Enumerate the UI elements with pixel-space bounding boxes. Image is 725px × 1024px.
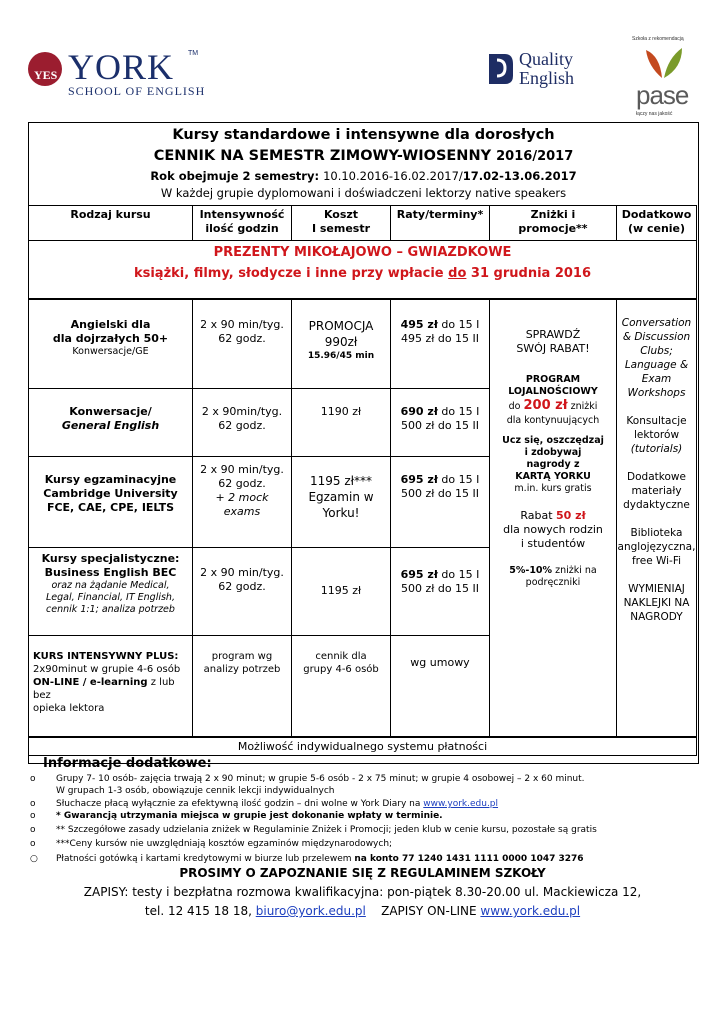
loyalty-3-post: zniżki [567, 401, 598, 412]
bullet-icon: o [30, 811, 36, 821]
row3-cost-3: Yorku! [322, 506, 360, 520]
row2-intensity [192, 388, 292, 457]
row4-cost-1: 1195 zł [320, 584, 362, 597]
info-item-1: Grupy 7- 10 osób- zajęcia trwają 2 x 90 minut; w grupie 5-6 osób - 2 x 75 minut; w grupie 4 osobowej – 2 x 60 minut. [56, 774, 585, 784]
col-header-course-text: Rodzaj kursu [70, 208, 151, 221]
row3-cost-2: Egzamin w [308, 490, 374, 504]
row1-rate-1-date: do 15 I [437, 318, 480, 331]
english-word: English [519, 68, 575, 88]
loyalty-3-pre: do [508, 401, 524, 412]
row4-rate-1 [391, 568, 489, 582]
col-header-extras [616, 205, 697, 241]
extras-5: Exam [641, 373, 672, 385]
row5-name-4: opieka lektora [33, 703, 105, 714]
row4-intensity [192, 547, 292, 636]
semesters-label: Rok obejmuje 2 semestry: [150, 169, 324, 183]
table-row [28, 635, 193, 737]
row2-rate-1 [391, 405, 489, 419]
row3-rate-1 [391, 473, 489, 487]
row3-name-2: Cambridge University [43, 487, 178, 500]
row5-name-3-bold: ON-LINE / e-learning [33, 677, 148, 688]
promo-banner [28, 240, 697, 299]
table-row [28, 388, 193, 457]
row3-intensity-2: 62 godz. [218, 477, 266, 490]
row2-intensity-2: 62 godz. [218, 419, 266, 432]
row2-intensity-1: 2 x 90min/tyg. [201, 405, 283, 418]
card-2: i zdobywaj [524, 447, 582, 458]
info-item-7 [56, 854, 686, 865]
additional-info [28, 756, 697, 922]
discount-check-2: SWÓJ RABAT! [516, 342, 590, 355]
row1-rates [390, 299, 490, 389]
extras-3: Clubs; [640, 345, 673, 357]
row3-name-3: FCE, CAE, CPE, IELTS [46, 501, 175, 514]
row5-name-2: 2x90minut w grupie 4-6 osób [33, 664, 181, 675]
extras-14: anglojęzyczna, [617, 541, 696, 553]
york-site-link-footer[interactable]: www.york.edu.pl [480, 904, 581, 918]
loyalty-4: dla kontynuujących [506, 415, 600, 426]
extras-16: WYMIENIAJ [628, 583, 685, 595]
rabat-1-pre: Rabat [520, 509, 557, 522]
col-header-cost [291, 205, 391, 241]
col-header-intensity-b: ilość godzin [205, 222, 279, 235]
row5-name-3 [33, 676, 192, 702]
row4-name-3: oraz na żądanie Medical, [51, 580, 170, 591]
bank-account: na konto 77 1240 1431 1111 0000 1047 3276 [354, 854, 584, 864]
extras-18: NAGRODY [630, 611, 683, 623]
table-row [28, 299, 193, 389]
quality-english-mark-icon [487, 52, 515, 86]
semesters-line [29, 169, 698, 183]
row2-rates [390, 388, 490, 457]
semester-two: 17.02-13.06.2017 [462, 169, 577, 183]
row2-rate-1-amount: 690 zł [400, 405, 438, 418]
row5-name-3-rest: z lub bez [33, 677, 175, 701]
col-header-intensity-a: Intensywność [199, 208, 285, 221]
bullet-icon: o [30, 774, 36, 784]
row5-intensity-1: program wg [211, 651, 273, 662]
payment-note: Możliwość indywidualnego systemu płatności [28, 737, 697, 756]
extras-1: Conversation [621, 317, 692, 329]
row1-cost-2: 990zł [324, 335, 358, 349]
row4-name-4: Legal, Financial, IT English, [46, 592, 175, 603]
page-title: Kursy standardowe i intensywne dla dorosłych [172, 127, 555, 143]
row4-rate-1-amount: 695 zł [400, 568, 438, 581]
row4-intensity-1: 2 x 90 min/tyg. [200, 566, 284, 579]
col-header-cost-b: I semestr [311, 222, 371, 235]
loyalty-1: PROGRAM [525, 374, 581, 385]
row4-name-1: Kursy specjalistyczne: [41, 552, 180, 565]
pase-tagline: łączy nas jakość [636, 111, 673, 117]
rabat-1-amount: 50 zł [556, 509, 586, 522]
row1-intensity-1: 2 x 90 min/tyg. [200, 318, 284, 331]
books-1-rest: zniżki na [552, 565, 597, 576]
row3-intensity [192, 456, 292, 548]
bullet-icon: o [30, 839, 36, 849]
row4-rates [390, 547, 490, 636]
york-badge-text: YES [34, 68, 58, 82]
teachers-line: W każdej grupie dyplomowani i doświadczeni lektorzy native speakers [160, 186, 567, 200]
row1-name-1: Angielski dla [70, 318, 151, 331]
info-item-7-text: Płatności gotówką i kartami kredytowymi w biurze lub przelewem [56, 854, 355, 864]
pase-top-text: Szkoła z rekomendacją [632, 36, 684, 42]
row5-intensity [192, 635, 292, 737]
discount-check-1: SPRAWDŹ [525, 328, 581, 341]
info-item-3 [56, 799, 686, 810]
row5-name-1: KURS INTENSYWNY PLUS: [33, 651, 179, 662]
row3-intensity-1: 2 x 90 min/tyg. [200, 463, 284, 476]
col-header-extras-b: (w cenie) [627, 222, 686, 235]
york-trademark: TM [188, 50, 199, 57]
pase-wordmark: pase [636, 80, 689, 110]
row1-cost [291, 299, 391, 389]
info-item-6: ***Ceny kursów nie uwzględniają kosztów egzaminów międzynarodowych; [56, 839, 393, 849]
row1-cost-1: PROMOCJA [308, 319, 374, 333]
col-header-intensity [192, 205, 292, 241]
row3-rate-1-amount: 695 zł [400, 473, 438, 486]
extras-15: free Wi-Fi [631, 555, 682, 567]
row5-intensity-2: analizy potrzeb [203, 664, 281, 675]
col-header-course [28, 205, 193, 241]
row1-cost-3: 15.96/45 min [307, 351, 375, 361]
quality-word: Quality [519, 49, 573, 69]
table-row [28, 547, 193, 636]
col-header-discounts [489, 205, 617, 241]
col-header-cost-a: Koszt [323, 208, 359, 221]
row5-cost [291, 635, 391, 737]
enrollment-info: ZAPISY: testy i bezpłatna rozmowa kwalifikacyjna: pon-piątek 8.30-20.00 ul. Mackiewicza 12, [83, 885, 642, 899]
subtitle-text: CENNIK NA SEMESTR ZIMOWY-WIOSENNY [153, 148, 497, 164]
row2-rate-2: 500 zł do 15 II [400, 419, 480, 432]
logos-bar [0, 0, 725, 122]
york-subtitle: SCHOOL OF ENGLISH [68, 84, 206, 98]
promo-line-2 [29, 266, 696, 281]
col-header-rates [390, 205, 490, 241]
books-1-percent: 5%-10% [509, 565, 553, 576]
extras-6: Workshops [627, 387, 686, 399]
card-4: KARTĄ YORKU [515, 471, 591, 482]
row1-rate-2: 495 zł do 15 II [400, 332, 480, 345]
extras-11: materiały [631, 485, 682, 497]
row1-intensity [192, 299, 292, 389]
extras-2: & Discussion [622, 331, 691, 343]
col-header-extras-a: Dodatkowo [621, 208, 692, 221]
row5-rate-1: wg umowy [410, 656, 470, 669]
semester-one: 10.10.2016-16.02.2017/ [323, 169, 463, 183]
promo-line-2-date: 31 grudnia 2016 [466, 266, 592, 281]
info-title: Informacje dodatkowe: [43, 756, 212, 771]
row1-intensity-2: 62 godz. [218, 332, 266, 345]
row2-name-2: General English [61, 419, 160, 432]
extras-9: (tutorials) [630, 443, 683, 455]
loyalty-3 [490, 398, 616, 415]
extras-10: Dodatkowe [627, 471, 686, 483]
row1-name-2: dla dojrzałych 50+ [52, 332, 169, 345]
info-item-2: W grupach 1-3 osób, obowiązuje cennik lekcji indywidualnych [56, 786, 335, 796]
extras-column [616, 299, 697, 737]
pase-logo [618, 36, 708, 118]
promo-line-2-text: książki, filmy, słodycze i inne przy wpłacie [133, 266, 449, 281]
extras-7: Konsultacje [626, 415, 687, 427]
extras-8: lektorów [633, 429, 680, 441]
card-3: nagrody z [526, 459, 580, 470]
row5-cost-2: grupy 4-6 osób [303, 664, 379, 675]
books-1 [490, 565, 616, 577]
row1-name-3: Konwersacje/GE [72, 346, 149, 357]
york-site-link[interactable]: www.york.edu.pl [423, 799, 499, 809]
row4-name-5: cennik 1:1; analiza potrzeb [46, 604, 175, 615]
row1-rate-1 [391, 318, 489, 332]
extras-12: dydaktyczne [623, 499, 690, 511]
row5-cost-1: cennik dla [315, 651, 367, 662]
extras-17: NAKLEJKI NA [623, 597, 690, 609]
quality-english-logo [487, 48, 597, 96]
row3-intensity-3: + 2 mock [215, 491, 269, 504]
loyalty-3-amount: 200 zł [523, 398, 568, 413]
card-1: Ucz się, oszczędzaj [502, 435, 604, 446]
online-signup-text: ZAPISY ON-LINE [365, 904, 481, 918]
page-subtitle [29, 148, 698, 164]
loyalty-2: LOJALNOŚCIOWY [508, 386, 598, 397]
row3-rates [390, 456, 490, 548]
rules-notice: PROSIMY O ZAPOZNANIE SIĘ Z REGULAMINEM SZKOŁY [179, 866, 546, 880]
row3-cost [291, 456, 391, 548]
row2-name-1: Konwersacje/ [69, 405, 152, 418]
york-logo [22, 46, 222, 106]
row4-cost [291, 547, 391, 636]
rabat-3: i studentów [520, 537, 586, 550]
phone-text: tel. 12 415 18 18, [144, 904, 256, 918]
row4-rate-1-date: do 15 I [437, 568, 480, 581]
col-header-discounts-a: Zniżki i [530, 208, 576, 221]
card-5: m.in. kurs gratis [514, 483, 592, 494]
info-item-4: * Gwarancją utrzymania miejsca w grupie jest dokonanie wpłaty w terminie. [56, 811, 443, 821]
york-wordmark: YORK [68, 47, 175, 87]
promo-line-1: PREZENTY MIKOŁAJOWO – GWIAZDKOWE [213, 245, 512, 260]
col-header-discounts-b: promocje** [518, 222, 588, 235]
row3-cost-1: 1195 zł*** [309, 474, 373, 488]
row2-cost-1: 1190 zł [320, 405, 362, 418]
extras-13: Biblioteka [630, 527, 683, 539]
rabat-2: dla nowych rodzin [503, 523, 603, 536]
bullet-icon: o [30, 825, 36, 835]
row4-intensity-2: 62 godz. [218, 580, 266, 593]
bullet-icon: ○ [30, 854, 38, 864]
rabat-1 [490, 509, 616, 523]
row4-name-2: Business English BEC [44, 566, 177, 579]
row3-rate-1-date: do 15 I [437, 473, 480, 486]
books-2: podręczniki [525, 577, 581, 588]
row2-rate-1-date: do 15 I [437, 405, 480, 418]
email-link[interactable]: biuro@york.edu.pl [255, 904, 366, 918]
bullet-icon: o [30, 799, 36, 809]
info-item-5: ** Szczegółowe zasady udzielania zniżek w Regulaminie Zniżek i Promocji; jeden klub w cenie kursu, pozostałe są gratis [56, 825, 597, 835]
col-header-rates-text: Raty/terminy* [396, 208, 484, 221]
row4-rate-2: 500 zł do 15 II [400, 582, 480, 595]
row3-rate-2: 500 zł do 15 II [400, 487, 480, 500]
extras-4: Language & [624, 359, 689, 371]
row2-cost [291, 388, 391, 457]
info-item-3-text: Słuchacze płacą wyłącznie za efektywną ilość godzin – dni wolne w York Diary na [56, 799, 424, 809]
row3-intensity-4: exams [223, 505, 261, 518]
row5-rates [390, 635, 490, 737]
row3-name-1: Kursy egzaminacyjne [44, 473, 177, 486]
table-row [28, 456, 193, 548]
subtitle-year: 2016/2017 [496, 149, 574, 164]
contact-line [28, 904, 697, 918]
promo-line-2-do: do [448, 266, 467, 281]
leaf-icon [638, 46, 688, 80]
row1-rate-1-amount: 495 zł [400, 318, 438, 331]
discounts-column [489, 299, 617, 737]
